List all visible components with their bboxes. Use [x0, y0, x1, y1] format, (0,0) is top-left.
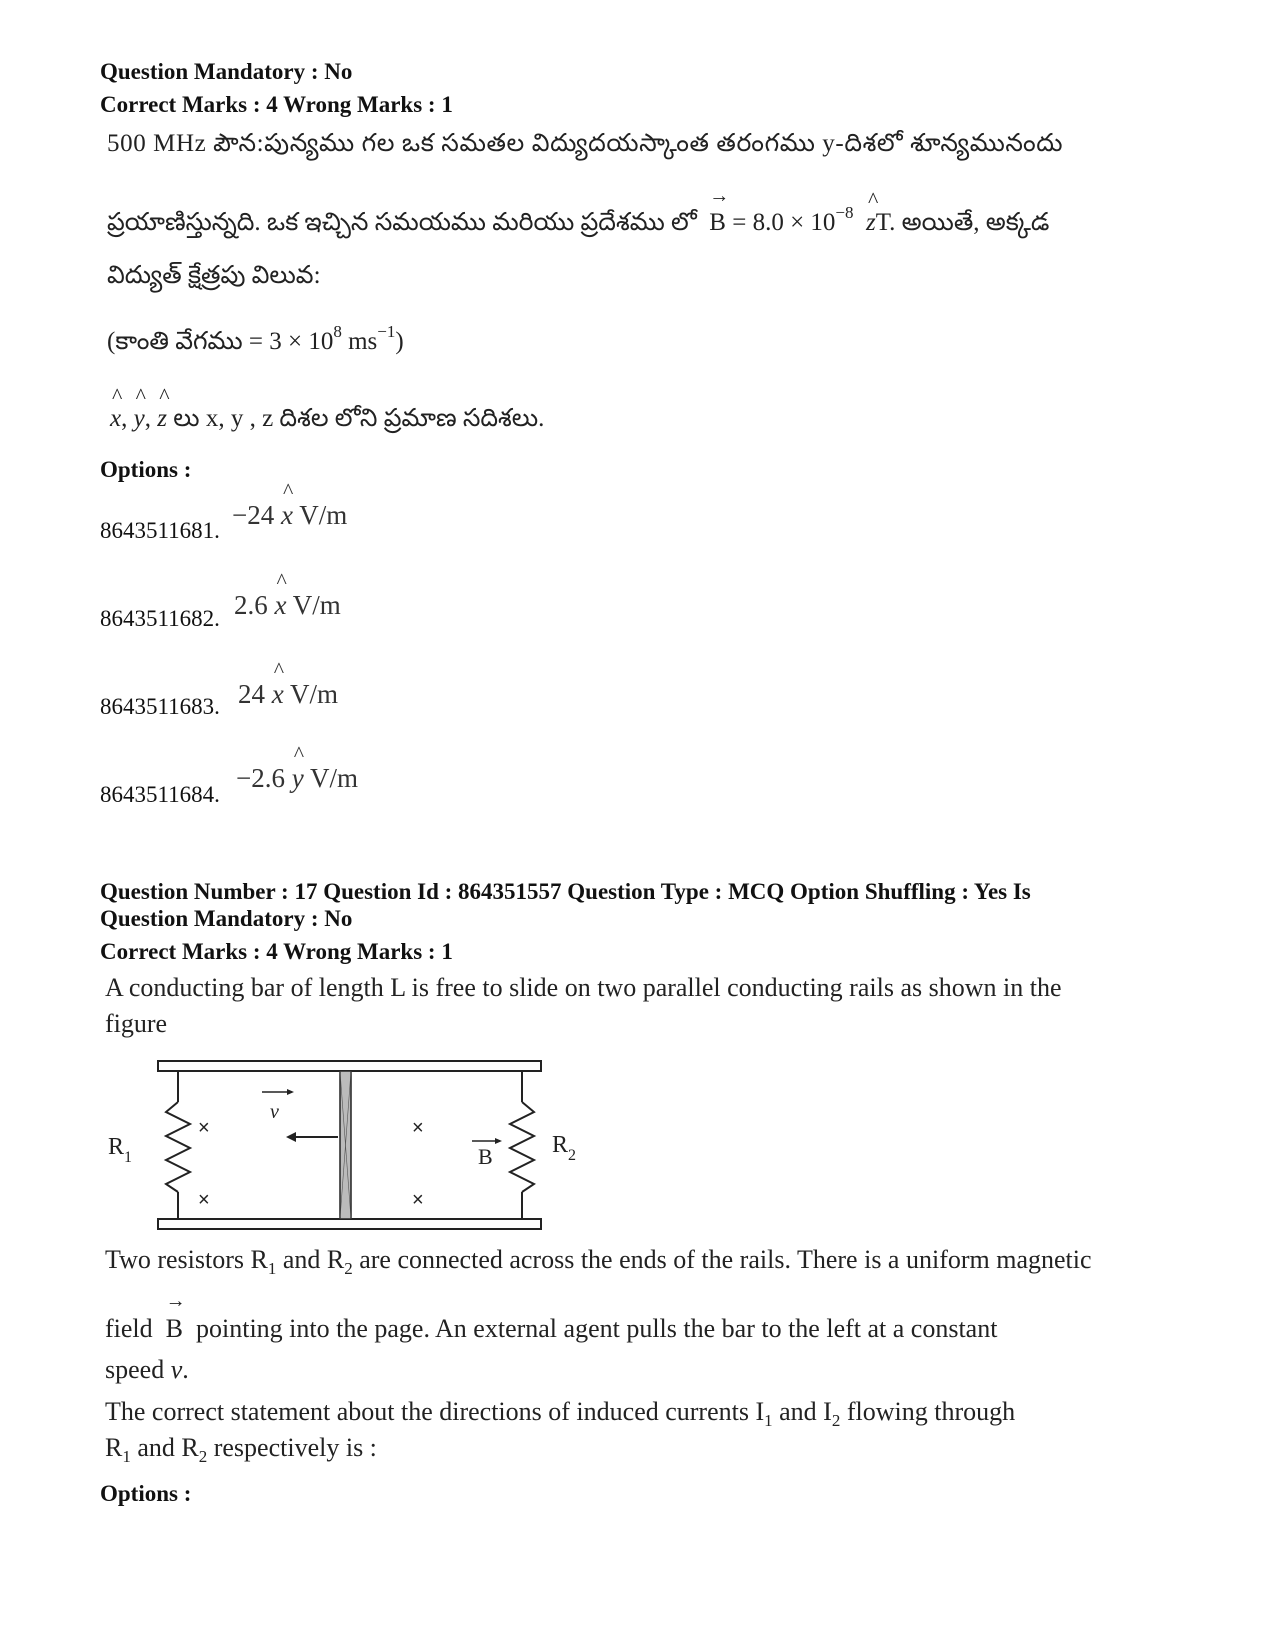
q16-option-1-id: 8643511681. — [100, 518, 220, 543]
speed-of-light-text: (కాంతి వేగము = 3 × 10 — [107, 328, 334, 355]
q17-para-5a: The correct statement about the directions of induced currents I — [105, 1397, 765, 1426]
q16-option-2-id: 8643511682. — [100, 606, 220, 631]
q16-line-5-text: లు x, y , z దిశల లోని ప్రమాణ సదిశలు. — [173, 405, 545, 432]
q16-option-3[interactable] — [238, 679, 338, 710]
field-cross-4: × — [412, 1189, 424, 1211]
q16-options-label: Options : — [100, 457, 192, 482]
q16-line-2 — [107, 203, 1049, 243]
r1-label — [108, 1134, 132, 1166]
b-label: B — [478, 1144, 493, 1169]
b-vector: → B — [709, 209, 726, 237]
b-exponent: −8 — [835, 203, 854, 222]
q17-para-6-sub1: 1 — [122, 1447, 131, 1466]
q17-para-2c: are connected across the ends of the rails. There is a uniform magnetic — [352, 1245, 1092, 1274]
top-rail — [158, 1061, 541, 1071]
z-unit-vector-2: ^ z — [157, 405, 167, 433]
y-unit-vector: ^ y — [134, 405, 145, 433]
q17-para-5-sub2: 2 — [831, 1411, 841, 1430]
tesla-unit: T — [875, 209, 890, 236]
q17-speed-v: v — [170, 1355, 183, 1384]
q16-option-2[interactable] — [234, 590, 341, 621]
velocity-arrowhead — [286, 1132, 296, 1142]
resistor-r1 — [166, 1102, 190, 1192]
x-unit-vector: ^ x — [110, 405, 121, 433]
q17-para-5 — [105, 1397, 1015, 1431]
q17-para-6b: and R — [130, 1433, 199, 1462]
q17-para-6c: respectively is : — [207, 1433, 377, 1462]
q17-para-2a: Two resistors R — [105, 1245, 268, 1274]
q17-para-5b: and I — [772, 1397, 832, 1426]
q16-option-1-vec: ^ x — [281, 500, 293, 531]
q17-para-2b-sub: 2 — [344, 1259, 353, 1278]
resistor-r2 — [510, 1102, 534, 1192]
field-cross-2: × — [198, 1189, 210, 1211]
r2-label-sub: 2 — [568, 1147, 577, 1164]
q16-option-4-vec: ^ y — [292, 763, 304, 794]
speed-unit-exponent: −1 — [377, 322, 396, 341]
q16-option-2-unit: V/m — [292, 590, 341, 620]
q17-para-6-sub2: 2 — [198, 1447, 208, 1466]
q16-option-2-num: 2.6 — [234, 590, 268, 620]
v-label: v — [270, 1101, 279, 1123]
q16-line-5: ^ x, ^ y, ^ z లు x, y , z దిశల లోని ప్రమాణ సదిశలు. — [110, 405, 544, 439]
q16-line-1: 500 MHz పౌన:పున్యము గల ఒక సమతల విద్యుదయస్కాంత తరంగము y-దిశలో శూన్యమునందు — [107, 130, 1064, 157]
q17-para-5-sub1: 1 — [764, 1411, 773, 1430]
q17-options-label: Options : — [100, 1481, 192, 1506]
q16-option-3-id: 8643511683. — [100, 694, 220, 719]
speed-close-paren: ) — [395, 328, 404, 355]
q16-line-2-tail: . అయితే, అక్కడ — [889, 209, 1050, 236]
q17-para-6a: R — [105, 1433, 123, 1462]
speed-exponent: 8 — [333, 322, 342, 341]
r1-label-main: R — [108, 1134, 125, 1160]
speed-unit: ms — [341, 328, 378, 355]
q16-option-4[interactable] — [236, 763, 358, 794]
q16-option-4-unit: V/m — [309, 763, 358, 793]
q17-para-2b: and R — [276, 1245, 345, 1274]
q16-option-4-num: −2.6 — [236, 763, 285, 793]
r2-label-main: R — [552, 1132, 569, 1158]
q16-option-1-unit: V/m — [299, 500, 348, 530]
q17-header: Question Number : 17 Question Id : 864351557 Question Type : MCQ Option Shuffling : Yes Is — [100, 879, 1031, 904]
q16-line-4 — [107, 322, 404, 362]
q17-b-vector: → B — [166, 1314, 183, 1344]
q16-option-2-vec: ^ x — [275, 590, 287, 621]
z-unit-vector: ^ z — [866, 209, 876, 237]
q16-mandatory: Question Mandatory : No — [100, 59, 353, 84]
q17-para-4a: speed — [105, 1355, 165, 1384]
q16-marks: Correct Marks : 4 Wrong Marks : 1 — [100, 92, 453, 117]
q17-para-6 — [105, 1433, 377, 1467]
q16-option-4-id: 8643511684. — [100, 782, 220, 807]
r2-label — [552, 1132, 576, 1164]
q16-option-1[interactable] — [232, 500, 347, 531]
q17-para-5c: flowing through — [840, 1397, 1016, 1426]
q17-para-3b: pointing into the page. An external agent pulls the bar to the left at a constant — [196, 1314, 998, 1343]
b-equation: = 8.0 × 10 — [732, 209, 836, 236]
field-cross-1: × — [198, 1117, 210, 1139]
q16-option-3-vec: ^ x — [272, 679, 284, 710]
q17-para-2 — [105, 1245, 1092, 1279]
q16-option-3-unit: V/m — [290, 679, 339, 709]
rail-circuit-figure — [100, 1060, 600, 1250]
q17-line-1: A conducting bar of length L is free to slide on two parallel conducting rails as shown in the — [105, 973, 1062, 1002]
q17-line-2: figure — [105, 1009, 168, 1038]
q16-option-3-num: 24 — [238, 679, 265, 709]
q17-para-3 — [105, 1314, 997, 1344]
q17-mandatory: Question Mandatory : No — [100, 906, 353, 931]
r1-label-sub: 1 — [124, 1149, 133, 1166]
q17-para-2a-sub: 1 — [267, 1259, 277, 1278]
q17-para-4b: . — [182, 1355, 189, 1384]
q16-line-3: విద్యుత్ క్షేత్రపు విలువ: — [107, 262, 321, 289]
q16-option-1-num: −24 — [232, 500, 275, 530]
bottom-rail — [158, 1219, 541, 1229]
field-cross-3: × — [412, 1117, 424, 1139]
q16-line-2-text: ప్రయాణిస్తున్నది. ఒక ఇచ్చిన సమయము మరియు ప్రదేశము లో — [107, 209, 697, 236]
q17-para-4 — [105, 1355, 189, 1385]
q17-marks: Correct Marks : 4 Wrong Marks : 1 — [100, 939, 453, 964]
q17-para-3a: field — [105, 1314, 153, 1343]
